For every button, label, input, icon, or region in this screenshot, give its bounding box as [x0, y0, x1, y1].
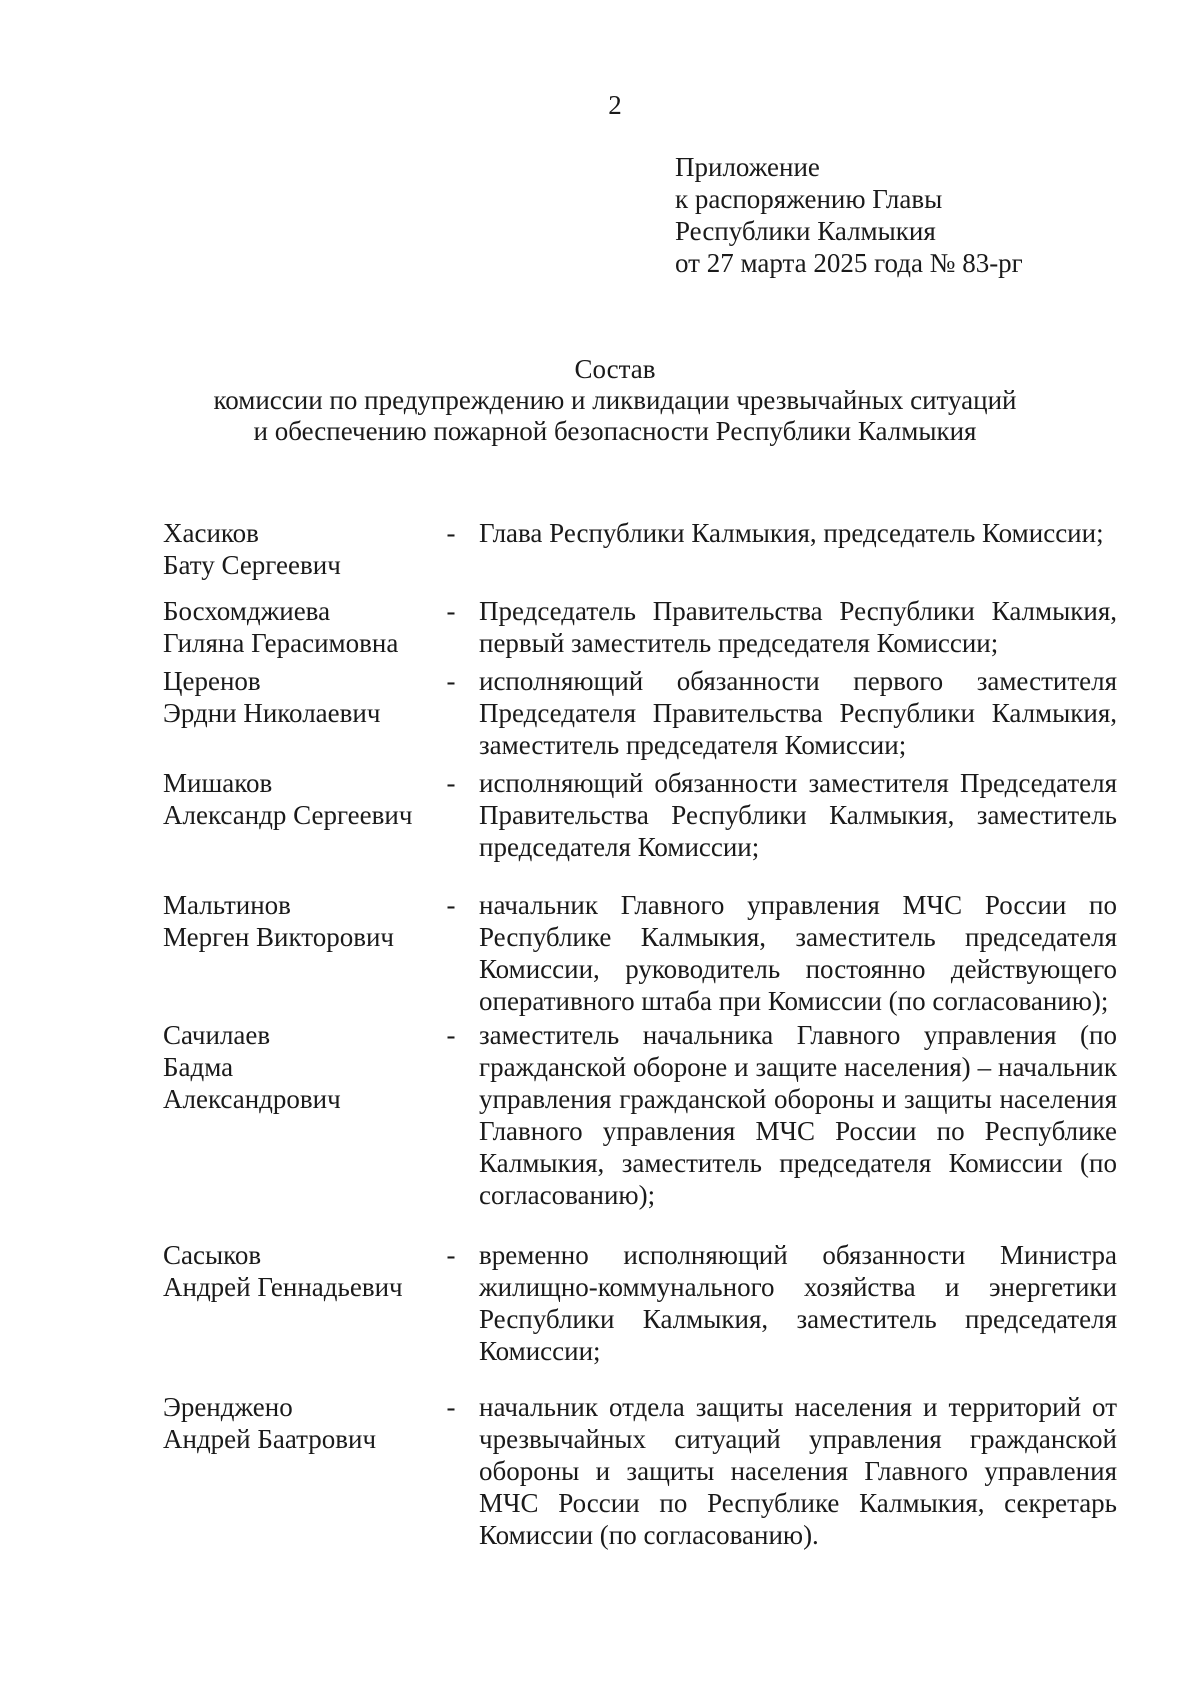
- member-surname: Сасыков: [163, 1240, 262, 1270]
- member-surname: Хасиков: [163, 518, 259, 548]
- member-surname: Мальтинов: [163, 890, 291, 920]
- member-dash: -: [446, 596, 456, 626]
- members-list: [163, 517, 1123, 1551]
- member-name: [163, 665, 433, 761]
- member-dash: -: [446, 768, 456, 798]
- member-role: начальник отдела защиты населения и территорий от чрезвычайных ситуаций управления гражданской обороны и защиты населения Главного управления МЧС России по Республике Калмыкия, секретарь Комиссии (по согласованию).: [479, 1392, 1117, 1550]
- member-name: [163, 595, 433, 659]
- member-role: Глава Республики Калмыкия, председатель Комиссии;: [479, 518, 1104, 548]
- member-role: исполняющий обязанности первого заместителя Председателя Правительства Республики Калмыкия, заместитель председателя Комиссии;: [479, 666, 1117, 760]
- member-name: [163, 889, 433, 1017]
- member-role: исполняющий обязанности заместителя Председателя Правительства Республики Калмыкия, заместитель председателя Комиссии;: [479, 768, 1117, 862]
- member-role: начальник Главного управления МЧС России по Республике Калмыкия, заместитель председателя Комиссии, руководитель постоянно действующего оперативного штаба при Комиссии (по согласованию);: [479, 890, 1117, 1016]
- appendix-line: от 27 марта 2025 года № 83-рг: [675, 248, 1023, 278]
- member-dash: -: [446, 1240, 456, 1270]
- member-role: временно исполняющий обязанности Министра жилищно-коммунального хозяйства и энергетики Республики Калмыкия, заместитель председателя Комиссии;: [479, 1240, 1117, 1366]
- page-number: 2: [608, 90, 622, 120]
- member-given-name: Бадма: [163, 1052, 234, 1082]
- member-patronymic: Александрович: [163, 1084, 341, 1114]
- member-given-names: Андрей Баатрович: [163, 1424, 377, 1454]
- member-surname: Эренджено: [163, 1392, 293, 1422]
- member-given-names: Александр Сергеевич: [163, 800, 413, 830]
- title-line: и обеспечению пожарной безопасности Республики Калмыкия: [253, 416, 977, 446]
- member-name: [163, 1391, 433, 1551]
- member-entry: [163, 595, 1123, 659]
- title-line: комиссии по предупреждению и ликвидации чрезвычайных ситуаций: [213, 385, 1017, 415]
- member-name: [163, 767, 433, 863]
- member-dash: -: [446, 518, 456, 548]
- member-surname: Сачилаев: [163, 1020, 271, 1050]
- member-dash: -: [446, 890, 456, 920]
- member-surname: Церенов: [163, 666, 261, 696]
- member-dash: -: [446, 1020, 456, 1050]
- member-role: заместитель начальника Главного управления (по гражданской обороне и защите населения) – начальник управления гражданской обороны и защиты населения Главного управления МЧС России по Республике Калмыкия, заместитель председателя Комиссии (по согласованию);: [479, 1020, 1117, 1210]
- title-line: Состав: [574, 354, 656, 384]
- member-surname: Босхомджиева: [163, 596, 331, 626]
- member-name: [163, 517, 433, 581]
- appendix-line: Республики Калмыкия: [675, 216, 936, 246]
- member-entry: [163, 1391, 1123, 1551]
- member-given-names: Гиляна Герасимовна: [163, 628, 399, 658]
- member-entry: [163, 889, 1123, 1017]
- member-given-names: Андрей Геннадьевич: [163, 1272, 403, 1302]
- member-given-names: Эрдни Николаевич: [163, 698, 381, 728]
- appendix-line: к распоряжению Главы: [675, 184, 943, 214]
- member-entry: [163, 1019, 1123, 1211]
- member-surname: Мишаков: [163, 768, 273, 798]
- member-name: [163, 1019, 433, 1211]
- appendix-header: [675, 151, 1023, 279]
- member-entry: [163, 665, 1123, 761]
- member-name: [163, 1239, 433, 1367]
- member-entry: [163, 767, 1123, 863]
- member-role: Председатель Правительства Республики Калмыкия, первый заместитель председателя Комиссии;: [479, 596, 1117, 658]
- document-title: [90, 354, 1140, 447]
- appendix-line: Приложение: [675, 152, 820, 182]
- member-entry: [163, 1239, 1123, 1367]
- member-given-names: Мерген Викторович: [163, 922, 394, 952]
- member-entry: [163, 517, 1123, 581]
- member-dash: -: [446, 1392, 456, 1422]
- member-dash: -: [446, 666, 456, 696]
- member-given-names: Бату Сергеевич: [163, 550, 341, 580]
